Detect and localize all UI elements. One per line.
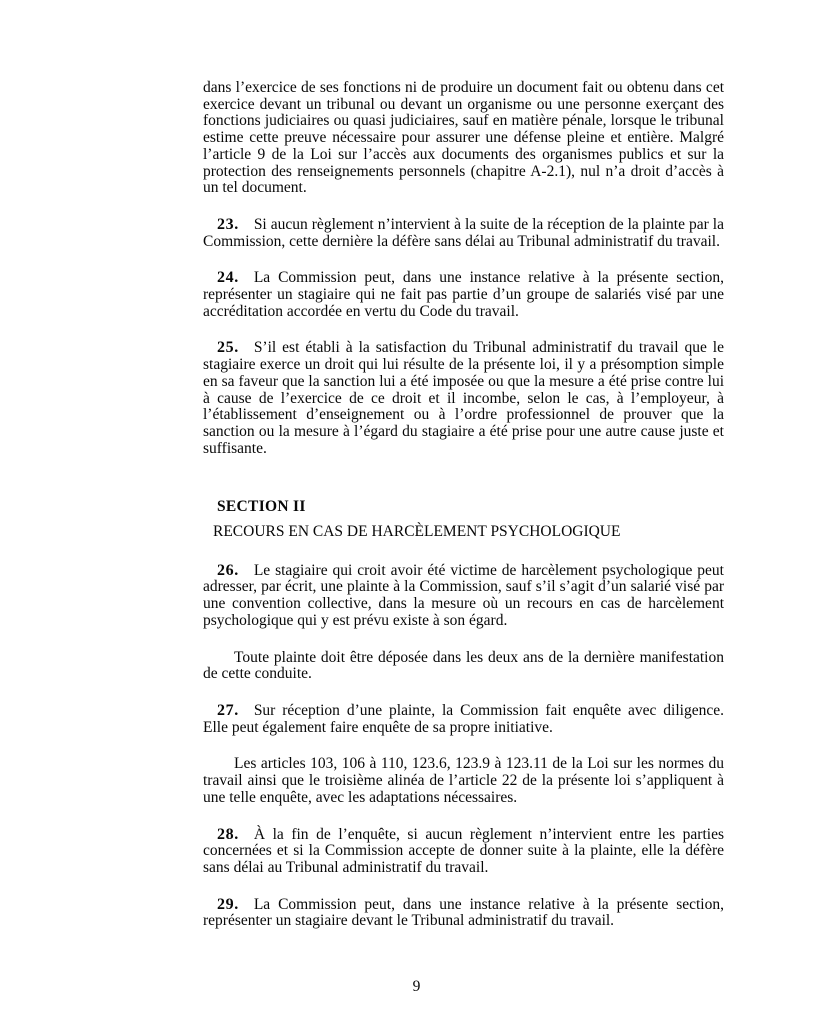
continuation-paragraph: dans l’exercice de ses fonctions ni de produire un document fait ou obtenu dans cet exercice devant un tribunal ou devant un organisme ou une personne exerçant des fonctions judiciaires ou quasi judiciaires, sauf en matière pénale, lorsque le tribunal estime cette preuve nécessaire pour assurer une défense pleine et entière. Malgré l’article 9 de la Loi sur l’accès aux documents des organismes publics et sur la protection des renseignements personnels (chapitre A-2.1), nul n’a droit d’accès à un tel document. bbox=[203, 79, 724, 197]
article-number-29: 29. bbox=[217, 895, 239, 913]
article-text-27: Sur réception d’une plainte, la Commission fait enquête avec diligence. Elle peut également faire enquête de sa propre initiative. bbox=[203, 701, 724, 736]
article-paragraph-24 bbox=[203, 270, 724, 320]
plain-paragraph-applicable-articles: Les articles 103, 106 à 110, 123.6, 123.9 à 123.11 de la Loi sur les normes du travail ainsi que le troisième alinéa de l’article 22 de la présente loi s’appliquent à une telle enquête, avec les adaptations nécessaires. bbox=[203, 755, 724, 806]
article-number-23: 23. bbox=[217, 215, 239, 233]
article-text-24: La Commission peut, dans une instance relative à la présente section, représenter un stagiaire qui ne fait pas partie d’un groupe de salariés visé par une accréditation accordée en vertu du Code du travail. bbox=[203, 269, 724, 320]
article-paragraph-26 bbox=[203, 563, 724, 630]
article-paragraph-29 bbox=[203, 897, 724, 930]
page-number: 9 bbox=[412, 978, 421, 995]
article-number-27: 27. bbox=[217, 701, 239, 719]
plain-paragraph-complaint-delay: Toute plainte doit être déposée dans les deux ans de la dernière manifestation de cette conduite. bbox=[203, 648, 724, 683]
article-paragraph-23 bbox=[203, 217, 724, 250]
article-number-26: 26. bbox=[217, 561, 239, 579]
article-number-28: 28. bbox=[217, 825, 239, 843]
document-body bbox=[203, 80, 724, 950]
article-text-25: S’il est établi à la satisfaction du Tribunal administratif du travail que le stagiaire exerce un droit qui lui résulte de la présente loi, il y a présomption simple en sa faveur que la sanction lui a été imposée ou que la mesure a été prise contre lui à cause de l’exercice de ce droit et il incombe, selon le cas, à l’employeur, à l’établissement d’enseignement ou à l’ordre professionnel de prouver que la sanction ou la mesure à l’égard du stagiaire a été prise pour une autre cause juste et suffisante. bbox=[203, 339, 724, 457]
section-title: RECOURS EN CAS DE HARCÈLEMENT PSYCHOLOGIQUE bbox=[213, 523, 621, 541]
article-text-28: À la fin de l’enquête, si aucun règlement n’intervient entre les parties concernées et si la Commission accepte de donner suite à la plainte, elle la défère sans délai au Tribunal administratif du travail. bbox=[203, 825, 724, 876]
article-text-23: Si aucun règlement n’intervient à la suite de la réception de la plainte par la Commission, cette dernière la défère sans délai au Tribunal administratif du travail. bbox=[203, 215, 724, 250]
article-paragraph-27 bbox=[203, 703, 724, 736]
article-number-24: 24. bbox=[217, 269, 239, 287]
article-paragraph-25 bbox=[203, 340, 724, 457]
article-number-25: 25. bbox=[217, 339, 239, 357]
section-label: SECTION II bbox=[217, 498, 306, 516]
article-text-26: Le stagiaire qui croit avoir été victime de harcèlement psychologique peut adresser, par écrit, une plainte à la Commission, sauf s’il s’agit d’un salarié visé par une convention collective, dans la mesure où un recours en cas de harcèlement psychologique qui y est prévu existe à son égard. bbox=[203, 561, 724, 629]
article-paragraph-28 bbox=[203, 827, 724, 877]
article-text-29: La Commission peut, dans une instance relative à la présente section, représenter un stagiaire devant le Tribunal administratif du travail. bbox=[203, 895, 724, 930]
